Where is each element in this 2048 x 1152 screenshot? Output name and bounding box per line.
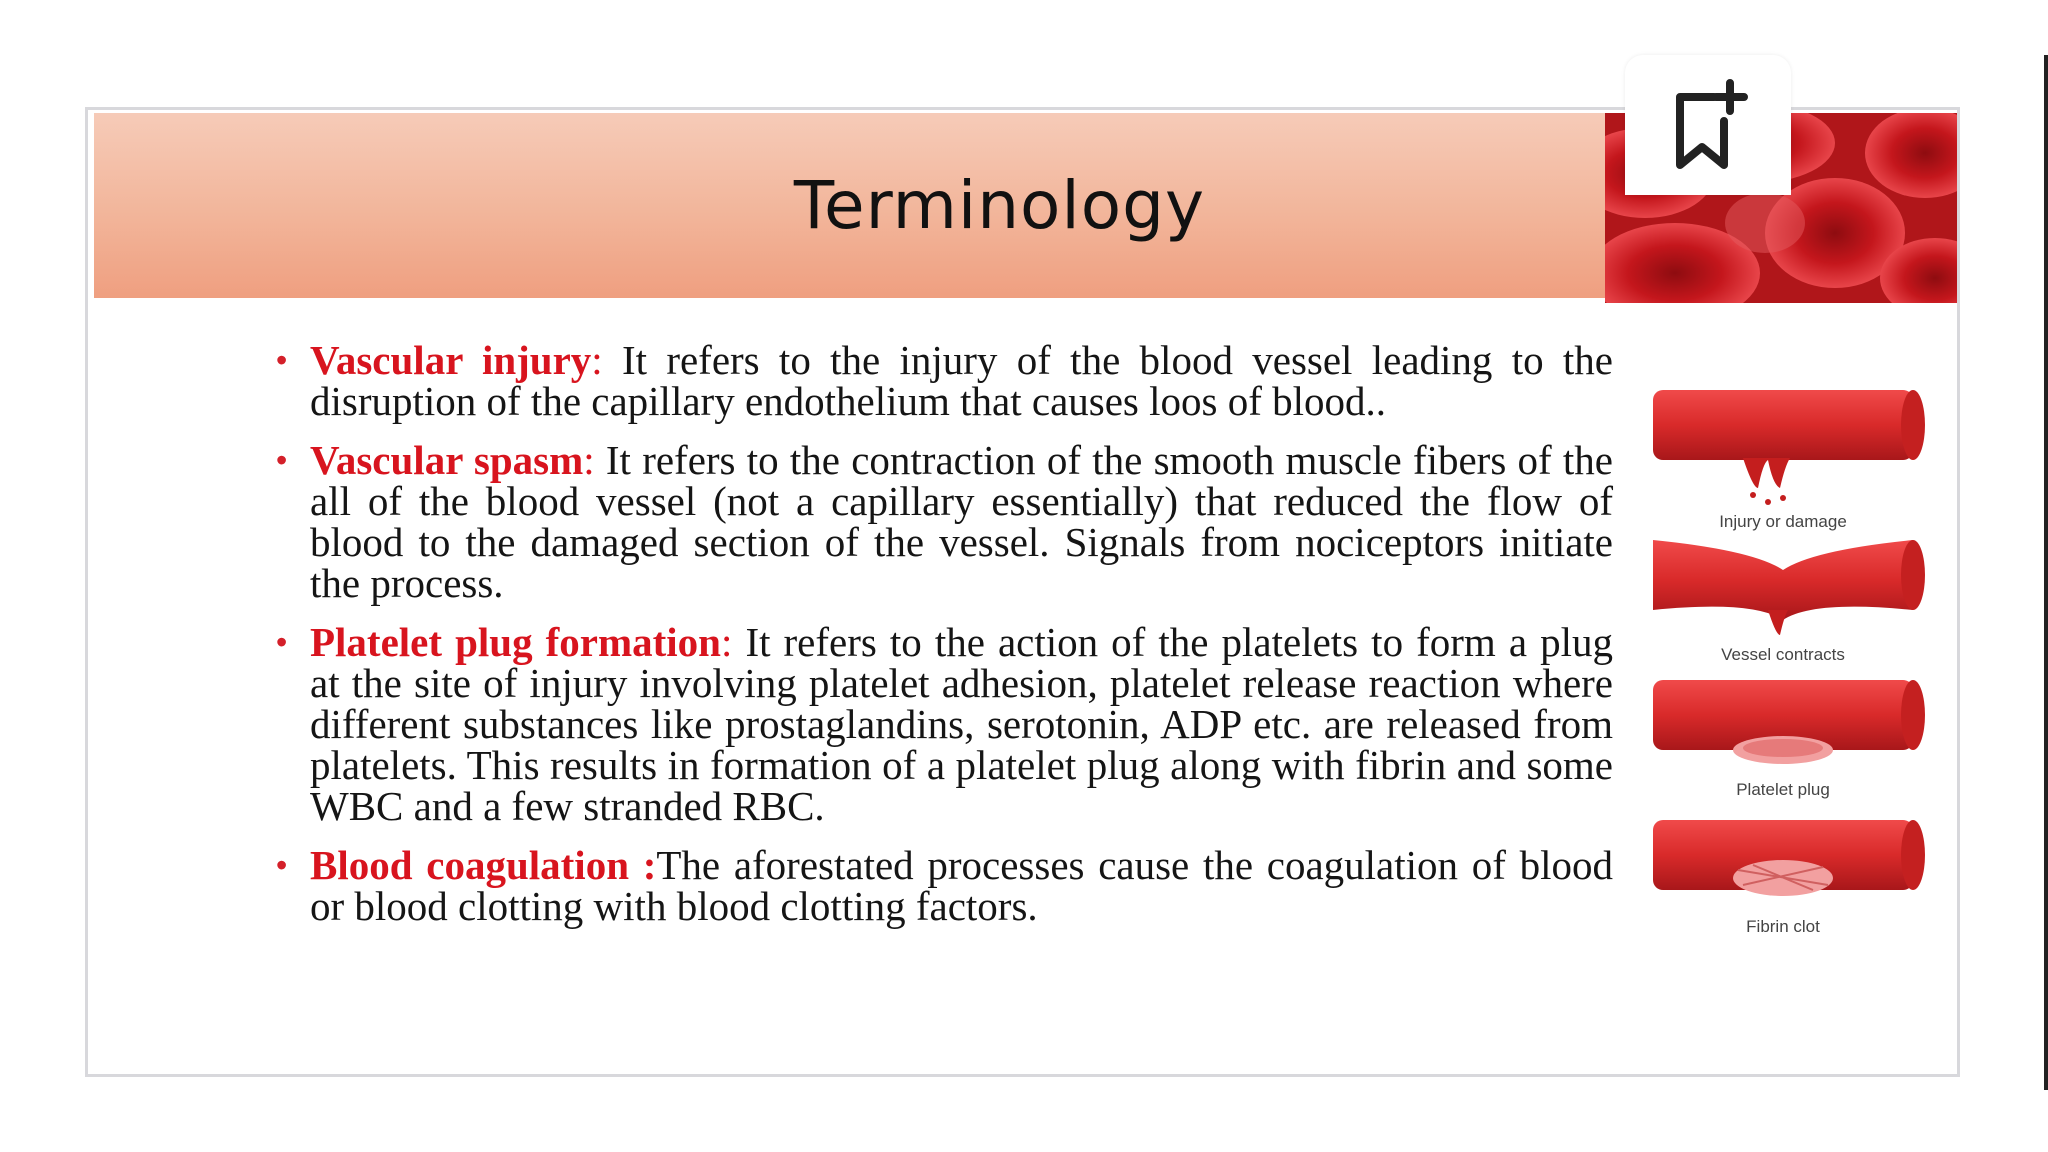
term-heading: Platelet plug formation (310, 619, 721, 665)
stage-injury-vessel (1653, 390, 1925, 531)
stage-contract-vessel (1653, 540, 1925, 664)
slide-title: Terminology (793, 167, 1206, 244)
bullet-dot: • (276, 442, 288, 478)
term-heading: Vascular spasm (310, 437, 584, 483)
diagram-label: Vessel contracts (1721, 645, 1845, 664)
bookmark-add-button[interactable] (1625, 55, 1791, 195)
stage-platelet-plug-vessel (1653, 680, 1925, 799)
slide (85, 107, 1960, 1077)
term-separator: : (591, 337, 622, 383)
hemostasis-diagram (1633, 370, 1933, 970)
bullet-dot: • (276, 624, 288, 660)
term-description: The aforestated processes cause the coagulation of blood or blood clotting with blood clotting factors. (310, 842, 1614, 929)
term-heading: Blood coagulation (310, 842, 629, 888)
diagram-label: Fibrin clot (1746, 917, 1820, 936)
bullet-dot: • (276, 847, 288, 883)
term-heading: Vascular injury (310, 337, 592, 383)
bookmark-add-icon (1668, 77, 1748, 173)
term-separator: : (720, 619, 746, 665)
term-separator: : (629, 842, 657, 888)
term-description: It refers to the action of the platelets to form a plug at the site of injury involving platelet adhesion, platelet release reaction where different substances like prostaglandins, serotonin, ADP etc. are released from platelets. This results in formation of a platelet plug along with fibrin and some WBC and a few stranded RBC. (310, 619, 1613, 829)
bullet-dot: • (276, 342, 288, 378)
term-item-platelet-plug (188, 619, 1613, 829)
term-item-vascular-spasm (188, 437, 1613, 606)
term-list (188, 337, 1614, 945)
title-band (94, 113, 1605, 298)
term-separator: : (583, 437, 606, 483)
term-description: It refers to the contraction of the smooth muscle fibers of the all of the blood vessel (not a capillary essentially) that reduced the flow of blood to the damaged section of the vessel. Signals from nociceptors initiate the process. (310, 437, 1613, 606)
scrollbar[interactable] (2044, 55, 2048, 1090)
term-item-vascular-injury (188, 337, 1613, 424)
diagram-label: Injury or damage (1719, 512, 1847, 531)
term-description: It refers to the injury of the blood vessel leading to the disruption of the capillary endothelium that causes loos of blood.. (310, 337, 1613, 424)
stage-fibrin-clot-vessel (1653, 820, 1925, 936)
diagram-label: Platelet plug (1736, 780, 1830, 799)
term-item-blood-coagulation (188, 842, 1614, 929)
